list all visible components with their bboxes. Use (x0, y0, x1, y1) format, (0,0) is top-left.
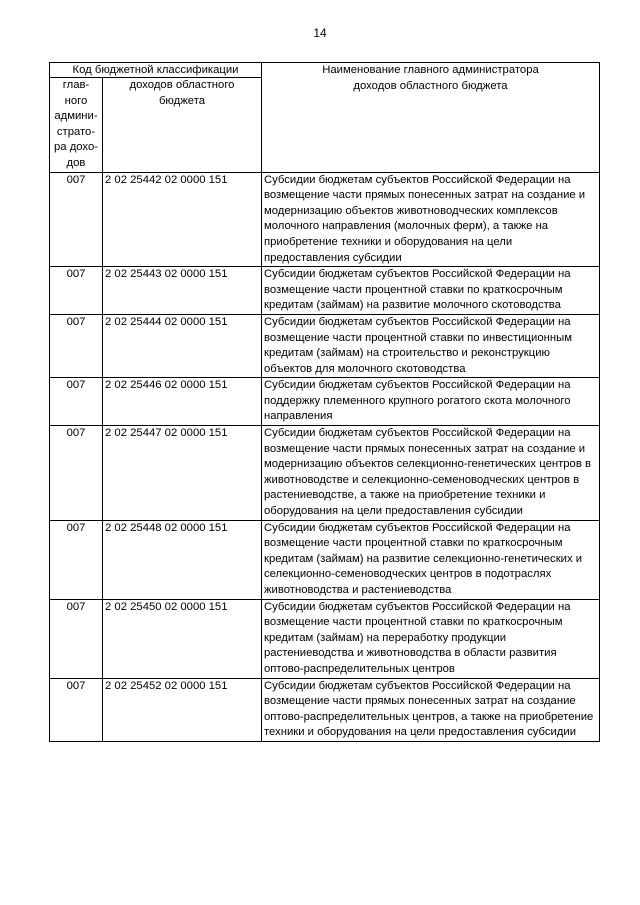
income-name-cell: Субсидии бюджетам субъектов Российской Федерации на возмещение части процентной ставки по инвестиционным кредитам (займам) на строительство и реконструкцию объектов для молочного скотоводства (262, 314, 600, 377)
table-body (50, 172, 600, 741)
header-budget-classification: Код бюджетной классификации (50, 63, 262, 78)
table-row (50, 678, 600, 741)
income-code-cell: 2 02 25443 02 0000 151 (103, 267, 262, 315)
table-row (50, 314, 600, 377)
income-code-cell: 2 02 25452 02 0000 151 (103, 678, 262, 741)
income-name-cell: Субсидии бюджетам субъектов Российской Федерации на возмещение части прямых понесенных затрат на создание и модернизацию объектов селекционно-генетических центров в животноводстве и селекционно-семеноводческих центров в растениеводстве, а также на приобретение техники и оборудования на цели предоставления субсидии (262, 426, 600, 521)
income-name-cell: Субсидии бюджетам субъектов Российской Федерации на поддержку племенного крупного рогатого скота молочного направления (262, 378, 600, 426)
income-name-cell: Субсидии бюджетам субъектов Российской Федерации на возмещение части прямых понесенных затрат на создание и модернизацию объектов животноводческих комплексов молочного направления (молочных ферм), а также на приобретение техники и оборудования на цели предоставления субсидии (262, 172, 600, 267)
table-row (50, 172, 600, 267)
income-name-cell: Субсидии бюджетам субъектов Российской Федерации на возмещение части процентной ставки по краткосрочным кредитам (займам) на развитие молочного скотоводства (262, 267, 600, 315)
admin-code-cell: 007 (50, 599, 103, 678)
income-name-cell: Субсидии бюджетам субъектов Российской Федерации на возмещение части прямых понесенных затрат на создание оптово-распределительных центров, а также на приобретение техники и оборудования на цели предоставления субсидии (262, 678, 600, 741)
header-row-group (50, 63, 600, 78)
admin-code-cell: 007 (50, 267, 103, 315)
admin-code-cell: 007 (50, 378, 103, 426)
income-code-cell: 2 02 25450 02 0000 151 (103, 599, 262, 678)
admin-code-cell: 007 (50, 314, 103, 377)
table-row (50, 426, 600, 521)
income-code-cell: 2 02 25446 02 0000 151 (103, 378, 262, 426)
table-row (50, 520, 600, 599)
header-chief-administrator: глав- ного админи- страто- ра дохо- дов (50, 78, 103, 173)
page-number: 14 (313, 26, 327, 40)
table-row (50, 378, 600, 426)
income-name-cell: Субсидии бюджетам субъектов Российской Федерации на возмещение части процентной ставки по краткосрочным кредитам (займам) на переработку продукции растениеводства и животноводства в области развития оптово-распределительных центров (262, 599, 600, 678)
admin-code-cell: 007 (50, 172, 103, 267)
admin-code-cell: 007 (50, 678, 103, 741)
income-code-cell: 2 02 25448 02 0000 151 (103, 520, 262, 599)
income-code-cell: 2 02 25447 02 0000 151 (103, 426, 262, 521)
header-income-code: доходов областного бюджета (103, 78, 262, 173)
admin-code-cell: 007 (50, 520, 103, 599)
budget-classification-table (49, 62, 600, 742)
income-code-cell: 2 02 25444 02 0000 151 (103, 314, 262, 377)
table-row (50, 599, 600, 678)
income-code-cell: 2 02 25442 02 0000 151 (103, 172, 262, 267)
table-row (50, 267, 600, 315)
admin-code-cell: 007 (50, 426, 103, 521)
income-name-cell: Субсидии бюджетам субъектов Российской Федерации на возмещение части процентной ставки по краткосрочным кредитам (займам) на развитие селекционно-генетических и селекционно-семеноводческих центров в подотраслях животноводства и растениеводства (262, 520, 600, 599)
header-administrator-name: Наименование главного администратора доходов областного бюджета (262, 63, 600, 173)
